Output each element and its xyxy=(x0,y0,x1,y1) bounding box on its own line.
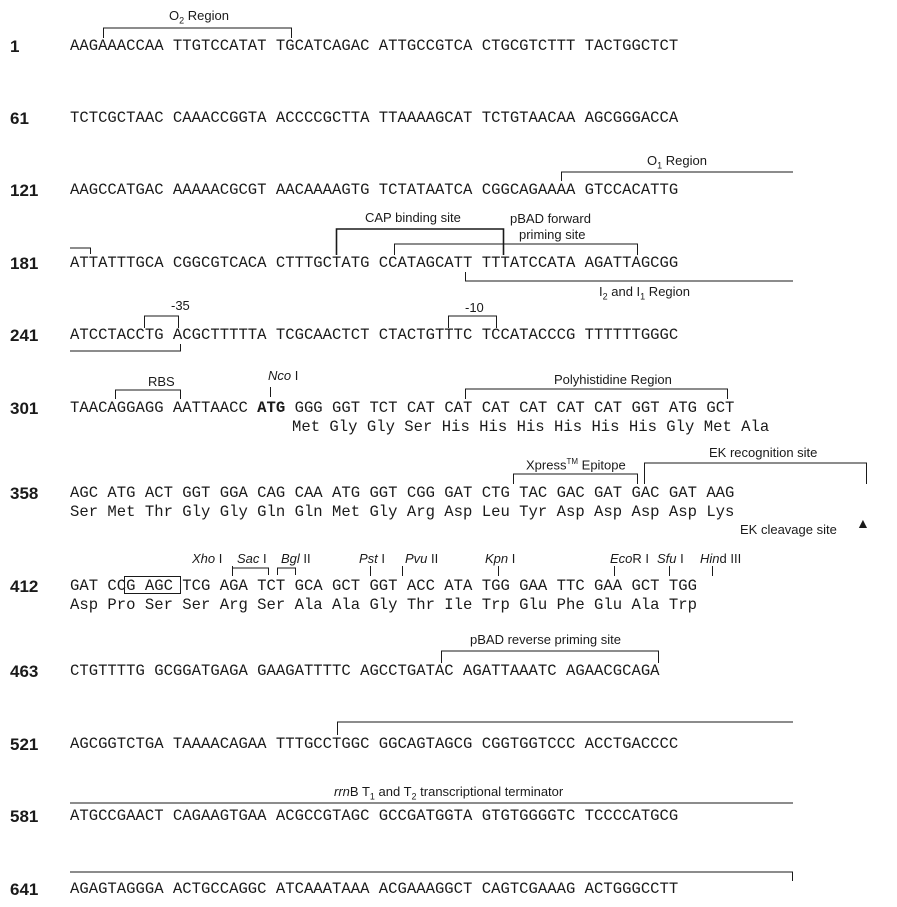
o1-region-bracket xyxy=(562,172,794,181)
boxed-codons xyxy=(125,577,181,594)
row-number: 121 xyxy=(10,181,39,200)
dna-sequence-line: ATCCTACCTG ACGCTTTTTA TCGCAACTCT CTACTGTTTC TCCATACCCG TTTTTTGGGC xyxy=(70,326,679,344)
o2-region-label: $O_2$ Region xyxy=(169,8,229,26)
bgl-site-bracket xyxy=(278,568,296,575)
amino-acid-line: Asp Pro Ser Ser Arg Ser Ala Ala Gly Thr Ile Trp Glu Phe Glu Ala Trp xyxy=(70,596,697,614)
sac-site-label: Sac I xyxy=(237,551,267,566)
row-number: 641 xyxy=(10,880,39,899)
row-number: 61 xyxy=(10,109,29,128)
row-number: 181 xyxy=(10,254,39,273)
rrnb-terminator-start xyxy=(338,722,794,735)
minus10-bracket xyxy=(449,316,497,328)
pbad-forward-label-line1: pBAD forward xyxy=(510,211,591,226)
hind-site-label: Hind III xyxy=(700,551,742,566)
row-number: 521 xyxy=(10,735,39,754)
pbad-reverse-label: pBAD reverse priming site xyxy=(470,632,621,647)
rbs-bracket xyxy=(116,390,181,399)
row-number: 358 xyxy=(10,484,39,503)
ek-recognition-bracket xyxy=(645,463,867,484)
o2-region-bracket xyxy=(104,28,292,38)
cap-binding-label: CAP binding site xyxy=(365,210,461,225)
pst-site-label: Pst I xyxy=(359,551,386,566)
dna-sequence-line: TCTCGCTAAC CAAACCGGTA ACCCCGCTTA TTAAAAGCAT TCTGTAACAA AGCGGGACCA xyxy=(70,109,679,127)
sfu-site-label: Sfu I xyxy=(657,551,684,566)
xho-site-label: Xho I xyxy=(192,551,223,566)
dna-sequence-line: AGCGGTCTGA TAAAACAGAA TTTGCCTGGC GGCAGTAGCG CGGTGGTCCC ACCTGACCCC xyxy=(70,735,679,753)
start-codon-atg: ATG xyxy=(257,399,286,417)
sequence-segment: GGG GGT TCT CAT CAT CAT CAT CAT CAT GGT ATG GCT xyxy=(285,399,735,417)
row-number: 241 xyxy=(10,326,39,345)
pbad-reverse-bracket xyxy=(442,651,659,663)
ek-cleavage-triangle-icon: ▲ xyxy=(856,515,870,531)
cap-binding-bracket xyxy=(337,229,504,255)
ecor-site-label: EcoR I xyxy=(610,551,650,566)
rrnb-terminator-end xyxy=(70,872,793,881)
i2-i1-region-label: $I_2$ and $I_1$ Region xyxy=(599,284,690,302)
nco-site-label: Nco I xyxy=(268,368,299,383)
lower-sequence-bar xyxy=(70,344,181,351)
row-number: 301 xyxy=(10,399,39,418)
row-number: 463 xyxy=(10,662,39,681)
dna-sequence-line: CTGTTTTG GCGGATGAGA GAAGATTTTC AGCCTGATAC AGATTAAATC AGAACGCAGA xyxy=(70,662,660,680)
polyhis-label: Polyhistidine Region xyxy=(554,372,672,387)
o1-region-bracket-continued xyxy=(70,248,91,254)
pbad-forward-bracket xyxy=(395,244,638,255)
minus35-label: -35 xyxy=(171,298,190,313)
rbs-label: RBS xyxy=(148,374,175,389)
dna-sequence-line: AGAGTAGGGA ACTGCCAGGC ATCAAATAAA ACGAAAGGCT CAGTCGAAAG ACTGGGCCTT xyxy=(70,880,679,898)
dna-sequence-line: GAT CCG AGC TCG AGA TCT GCA GCT GGT ACC ATA TGG GAA TTC GAA GCT TGG xyxy=(70,577,697,595)
minus35-bracket xyxy=(145,316,179,328)
sequence-segment: TAACAGGAGG AATTAACC xyxy=(70,399,258,417)
i2-i1-region-bracket xyxy=(466,272,794,281)
dna-sequence-line: AAGAAACCAA TTGTCCATAT TGCATCAGAC ATTGCCGTCA CTGCGTCTTT TACTGGCTCT xyxy=(70,37,679,55)
kpn-site-label: Kpn I xyxy=(485,551,516,566)
ek-recognition-label: EK recognition site xyxy=(709,445,818,460)
rrnb-terminator-label: rrnB $T_1$ and $T_2$ transcriptional terminator xyxy=(334,784,564,802)
dna-sequence-line: ATGCCGAACT CAGAAGTGAA ACGCCGTAGC GCCGATGGTA GTGTGGGGTC TCCCCATGCG xyxy=(70,807,679,825)
dna-sequence-line: ATTATTTGCA CGGCGTCACA CTTTGCTATG CCATAGCATT TTTATCCATA AGATTAGCGG xyxy=(70,254,679,272)
bgl-site-label: Bgl II xyxy=(281,551,311,566)
dna-sequence-line: AGC ATG ACT GGT GGA CAG CAA ATG GGT CGG GAT CTG TAC GAC GAT GAC GAT AAG xyxy=(70,484,735,502)
o1-region-label: $O_1$ Region xyxy=(647,153,707,171)
row-number: 412 xyxy=(10,577,39,596)
minus10-label: -10 xyxy=(465,300,484,315)
polyhis-bracket xyxy=(466,389,728,399)
ek-cleavage-label: EK cleavage site xyxy=(740,522,837,537)
pvu-site-label: Pvu II xyxy=(405,551,439,566)
amino-acid-line: Ser Met Thr Gly Gly Gln Gln Met Gly Arg Asp Leu Tyr Asp Asp Asp Asp Lys xyxy=(70,503,735,521)
sac-site-bracket xyxy=(233,568,269,575)
row-number: 1 xyxy=(10,37,20,56)
pbad-forward-label-line2: priming site xyxy=(519,227,586,242)
xpress-bracket xyxy=(514,474,638,484)
xpress-epitope-label: Xpress™ Epitope xyxy=(526,457,626,473)
amino-acid-line: Met Gly Gly Ser His His His His His His Gly Met Ala xyxy=(292,418,770,436)
row-number: 581 xyxy=(10,807,39,826)
dna-sequence-line: AAGCCATGAC AAAAACGCGT AACAAAAGTG TCTATAATCA CGGCAGAAAA GTCCACATTG xyxy=(70,181,679,199)
